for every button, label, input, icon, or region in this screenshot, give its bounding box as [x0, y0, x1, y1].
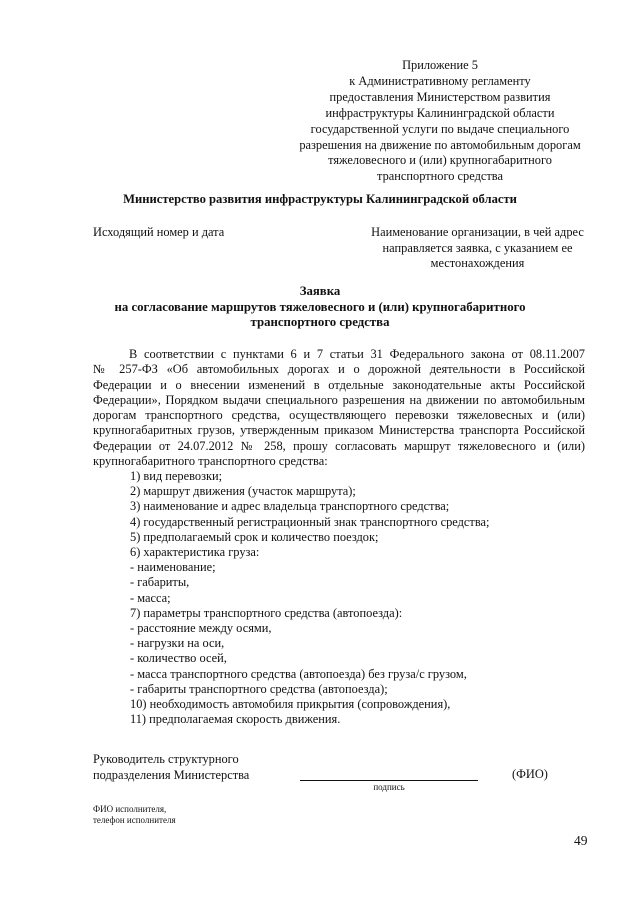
recipient-line: местонахождения — [430, 256, 525, 270]
list-item: 6) характеристика груза: — [130, 545, 260, 560]
executor-info — [93, 804, 176, 826]
list-item: 10) необходимость автомобиля прикрытия (сопровождения), — [130, 697, 451, 712]
signer-title — [93, 752, 249, 783]
list-item: - наименование; — [130, 560, 216, 575]
paragraph-line: № 257-ФЗ «Об автомобильных дорогах и о дорожной деятельности в Российской — [93, 362, 585, 377]
signature-line — [300, 780, 478, 781]
paragraph-line: крупногабаритных грузов, утвержденным приказом Министерства транспорта Российской — [93, 423, 585, 438]
executor-line: ФИО исполнителя, — [93, 804, 167, 814]
title-line: на согласование маршрутов тяжеловесного и (или) крупногабаритного — [114, 299, 526, 314]
requirements-list — [130, 469, 489, 727]
body-paragraph — [93, 347, 585, 469]
paragraph-line: В соответствии с пунктами 6 и 7 статьи 31 Федерального закона от 08.11.2007 — [129, 347, 585, 361]
list-item: 4) государственный регистрационный знак транспортного средства; — [130, 514, 490, 529]
appendix-line: Приложение 5 — [402, 58, 478, 72]
recipient-line: Наименование организации, в чей адрес — [371, 225, 584, 239]
appendix-line: государственной услуги по выдаче специального — [310, 121, 570, 136]
list-item: 2) маршрут движения (участок маршрута); — [130, 484, 356, 499]
paragraph-line: Федерации», Порядком выдачи специального разрешения на движении по автомобильным — [93, 392, 585, 407]
list-item: - расстояние между осями, — [130, 621, 272, 636]
list-item: 3) наименование и адрес владельца транспортного средства; — [130, 499, 450, 514]
signer-line: подразделения Министерства — [93, 767, 250, 782]
appendix-line: предоставления Министерством развития — [329, 89, 551, 104]
list-item: - габариты транспортного средства (автопоезда); — [130, 681, 388, 696]
list-item: - масса; — [130, 590, 171, 605]
recipient-line: направляется заявка, с указанием ее — [382, 240, 573, 255]
list-item: 5) предполагаемый срок и количество поездок; — [130, 529, 379, 544]
title-line: транспортного средства — [250, 315, 390, 330]
appendix-line: транспортного средства — [377, 169, 503, 184]
list-item: - количество осей, — [130, 651, 227, 666]
outgoing-number-label: Исходящий номер и дата — [93, 225, 225, 239]
list-item: 11) предполагаемая скорость движения. — [130, 712, 341, 727]
paragraph-line: дорогам транспортного средства, осуществляющего перевозки тяжеловесных и (или) — [93, 408, 585, 422]
ministry-name: Министерство развития инфраструктуры Калининградской области — [123, 192, 517, 206]
appendix-header — [290, 58, 590, 185]
list-item: 1) вид перевозки; — [130, 469, 223, 483]
document-title — [0, 284, 640, 331]
signature-caption: подпись — [373, 782, 405, 792]
page-number: 49 — [574, 833, 588, 848]
list-item: - масса транспортного средства (автопоезда) без груза/с грузом, — [130, 666, 467, 681]
fio-placeholder: (ФИО) — [512, 767, 548, 781]
list-item: - габариты, — [130, 575, 190, 590]
paragraph-line: крупногабаритного транспортного средства: — [93, 453, 328, 468]
executor-line: телефон исполнителя — [93, 815, 176, 825]
signer-line: Руководитель структурного — [93, 752, 239, 766]
paragraph-line: Федерации от 24.07.2012 № 258, прошу согласовать маршрут тяжеловесного и (или) — [93, 438, 585, 453]
appendix-line: инфраструктуры Калининградской области — [325, 105, 555, 120]
appendix-line: к Административному регламенту — [349, 73, 531, 88]
title-line: Заявка — [299, 284, 341, 298]
list-item: 7) параметры транспортного средства (автопоезда): — [130, 605, 403, 620]
paragraph-line: Федерации и о внесении изменений в отдельные законодательные акты Российской — [93, 377, 585, 392]
appendix-line: тяжеловесного и (или) крупногабаритного — [328, 153, 552, 168]
appendix-line: разрешения на движение по автомобильным дорогам — [299, 137, 581, 152]
list-item: - нагрузки на оси, — [130, 636, 225, 651]
recipient-block — [355, 225, 600, 272]
